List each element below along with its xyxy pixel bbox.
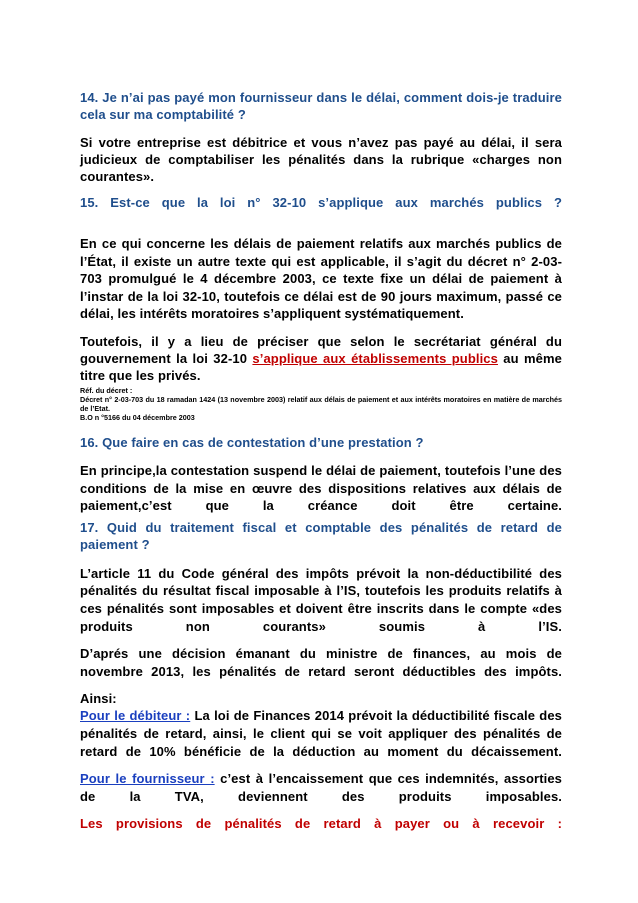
fournisseur-link[interactable]: Pour le fournisseur : [80, 771, 215, 787]
fournisseur-paragraph [80, 770, 562, 805]
q17-body-1: L’article 11 du Code général des impôts prévoit la non-déductibilité des pénalités du résultat fiscal imposable à l’IS, toutefois les produits relatifs à ces pénalités sont imposables et doivent être inscrits dans le compte «des produits non courants» soumis à l’IS. [80, 565, 562, 634]
q15-body-2-post: au même titre que les privés. [80, 350, 563, 383]
ref-label: Réf. du décret : [80, 385, 133, 395]
q16-body: En principe,la contestation suspend le délai de paiement, toutefois l’une des conditions de la mise en œuvre des dispositions relatives aux délais de paiement,c’est que la créance doit être certaine. [80, 462, 562, 514]
q15-body-2 [80, 333, 562, 384]
q14-heading: 14. Je n’ai pas payé mon fournisseur dans le délai, comment dois-je traduire cela sur ma comptabilité ? [80, 90, 562, 122]
fournisseur-text: c’est à l’encaissement que ces indemnités, assorties de la TVA, deviennent des produits imposables. [80, 771, 562, 804]
q15-body-1: En ce qui concerne les délais de paiement relatifs aux marchés publics de l’État, il existe un autre texte qui est applicable, il s’agit du décret n° 2-03-703 promulgué le 4 décembre 2003, ce texte fixe un délai de paiement à l’instar de la loi 32-10, toutefois ce délai est de 90 jours maximum, passé ce délai, les intérêts moratoires s’appliquent systématiquement. [80, 236, 562, 322]
ref-bo: B.O n °5166 du 04 décembre 2003 [80, 412, 195, 422]
q14-body: Si votre entreprise est débitrice et vous n’avez pas payé au délai, il sera judicieux de comptabiliser les pénalités dans la rubrique «charges non courantes». [80, 135, 562, 184]
debiteur-link[interactable]: Pour le débiteur : [80, 708, 191, 724]
q15-body-2-pre: Toutefois, il y a lieu de préciser que selon le secrétariat général du gouvernement la loi 32-10 [80, 333, 562, 366]
q16-heading: 16. Que faire en cas de contestation d’une prestation ? [80, 434, 424, 450]
debiteur-paragraph [80, 707, 562, 760]
q17-heading: 17. Quid du traitement fiscal et comptable des pénalités de retard de paiement ? [80, 519, 562, 553]
q15-heading: 15. Est-ce que la loi n° 32-10 s’applique aux marchés publics ? [80, 195, 562, 210]
provisions-heading: Les provisions de pénalités de retard à payer ou à recevoir : [80, 816, 562, 832]
debiteur-text: La loi de Finances 2014 prévoit la déductibilité fiscale des pénalités de retard, ainsi, le client qui se voit appliquer des pénalités de retard de 10% bénéficie de la déduction au moment du décaissement. [80, 708, 562, 759]
q17-body-2: D’aprés une décision émanant du ministre de finances, au mois de novembre 2013, les pénalités de retard seront déductibles des impôts. [80, 646, 562, 679]
etablissements-publics-link[interactable]: s’applique aux établissements publics [252, 350, 498, 366]
document-page [80, 89, 562, 832]
ainsi-label: Ainsi: [80, 691, 117, 707]
ref-decree: Décret n° 2-03-703 du 18 ramadan 1424 (13 novembre 2003) relatif aux délais de paiement et aux intérêts moratoires en matière de marchés de l’Etat. [80, 394, 562, 413]
